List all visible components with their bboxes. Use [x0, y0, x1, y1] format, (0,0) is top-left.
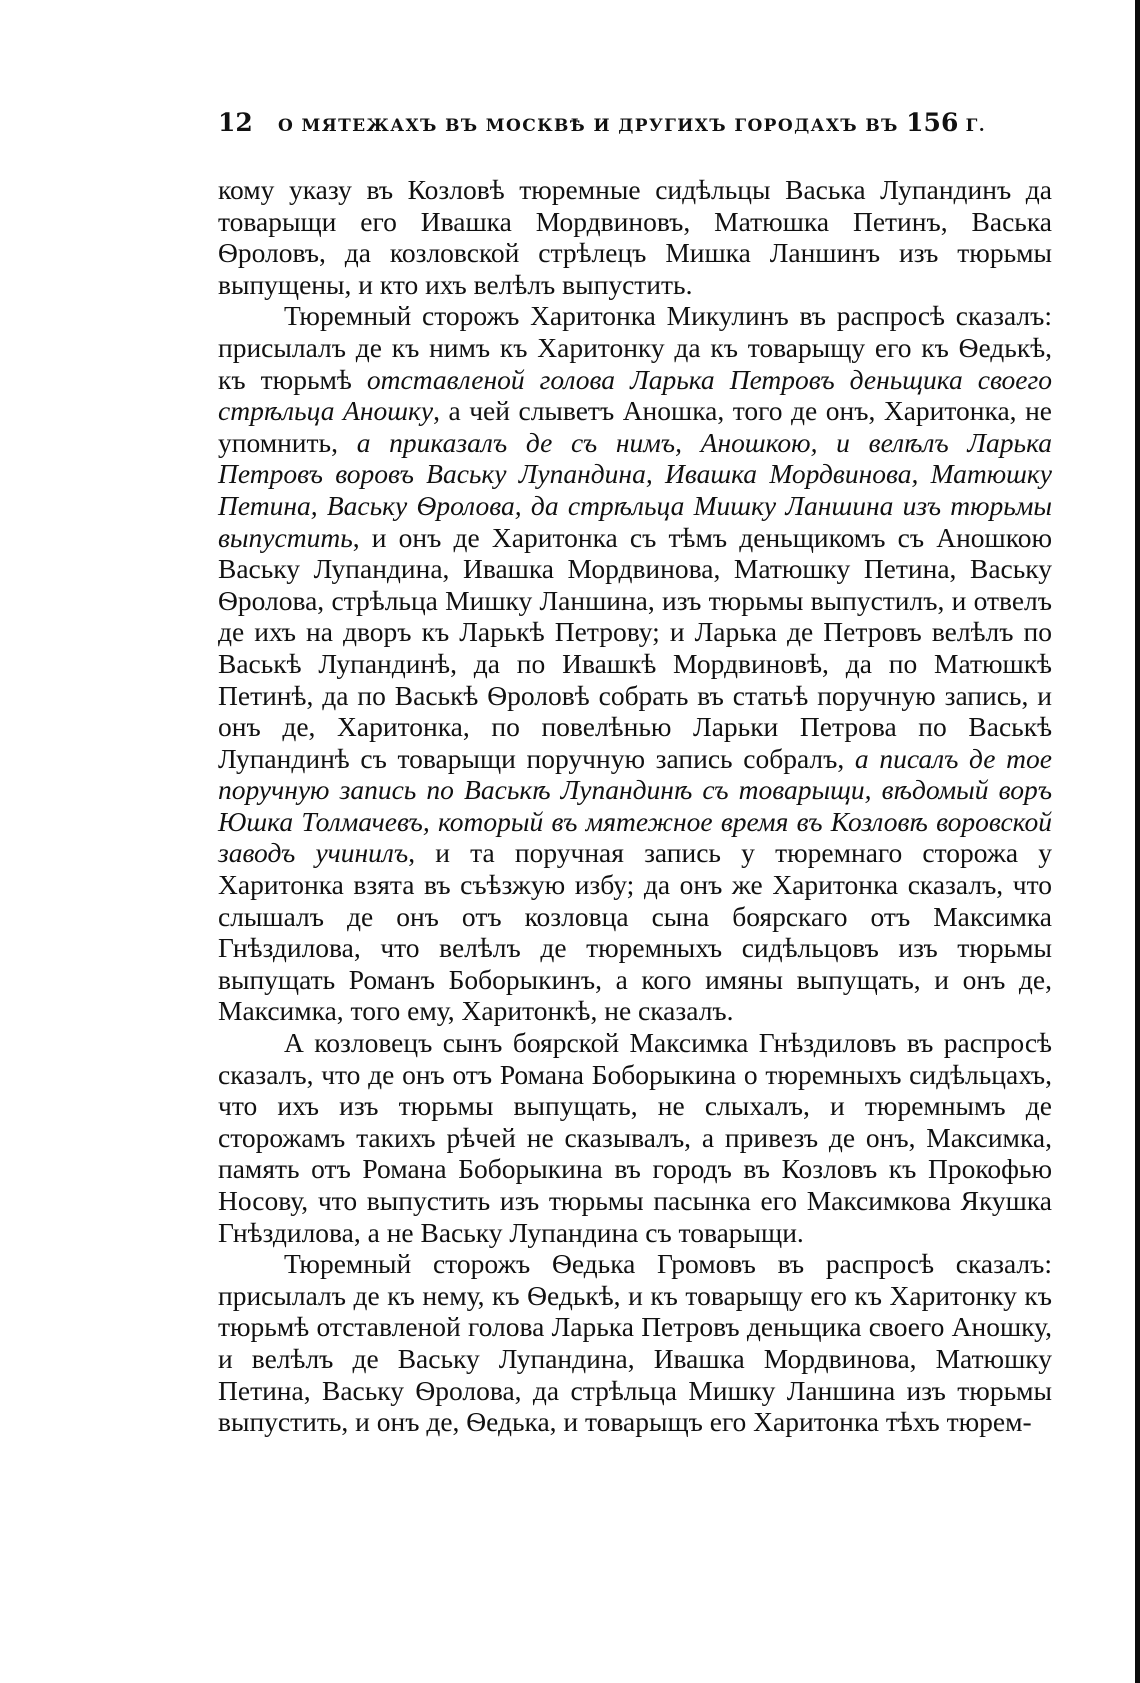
running-title: [278, 108, 986, 137]
running-header: [218, 108, 1052, 148]
page-number: 12: [218, 108, 253, 137]
text-run: Тюремный сторожъ Харитонка Микулинъ въ распросѣ сказалъ: присылалъ де къ нимъ къ Харитонку да къ товарыщу его къ Ѳедькѣ, къ тюрьмѣ: [218, 300, 1052, 395]
body-text: [218, 174, 1052, 1438]
scan-edge-line: [1135, 0, 1140, 1683]
paragraph: [218, 300, 1052, 1027]
italic-run: отставленой голова Ларька Петровъ деньщика своего стрѣльца Аношку: [218, 363, 1052, 427]
text-run: , а чей слыветъ Аношка, того де онъ, Харитонка, не упомнить,: [218, 395, 1052, 458]
paragraph: [218, 1027, 1052, 1248]
text-run: , и онъ де Харитонка съ тѣмъ деньщикомъ съ Аношкою Ваську Лупандина, Ивашка Мордвинова, Матюшку Петина, Ваську Ѳролова, стрѣльца Мишку Ланшина, изъ тюрьмы выпустилъ, и отвелъ де ихъ на дворъ къ Ларькѣ Петрову; и Ларька де Петровъ велѣлъ по Васькѣ Лупандинѣ, да по Ивашкѣ Мордвиновѣ, да по Матюшкѣ Петинѣ, да по Васькѣ Ѳроловѣ собрать въ статьѣ поручную запись, и онъ де, Харитонка, по повелѣнью Ларьки Петрова по Васькѣ Лупандинѣ съ товарыщи поручную запись собралъ,: [218, 521, 1052, 774]
italic-run: а писалъ де тое поручную запись по Васькѣ Лупандинѣ съ товарыщи, вѣдомый воръ Юшка Толмачевъ, который въ мятежное время въ Козловѣ воровской заводъ учинилъ: [218, 742, 1052, 869]
book-page: [218, 108, 1052, 1438]
running-title-text: О МЯТЕЖАХЪ ВЪ МОСКВѢ И ДРУГИХЪ ГОРОДАХЪ ВЪ: [278, 116, 907, 136]
text-run: А козловецъ сынъ боярской Максимка Гнѣздиловъ въ распросѣ сказалъ, что де онъ отъ Романа Боборыкина о тюремныхъ сидѣльцахъ, что ихъ изъ тюрьмы выпущать, не слыхалъ, и тюремнымъ де сторожамъ такихъ рѣчей не сказывалъ, а привезъ де онъ, Максимка, память отъ Романа Боборыкина въ городъ въ Козловъ къ Прокофью Носову, что выпустить изъ тюрьмы пасынка его Максимкова Якушка Гнѣздилова, а не Ваську Лупандина съ товарыщи.: [218, 1027, 1052, 1248]
running-title-year: 156: [906, 108, 959, 137]
text-run: кому указу въ Козловѣ тюремные сидѣльцы Васька Лупандинъ да товарыщи его Ивашка Мордвиновъ, Матюшка Петинъ, Васька Ѳроловъ, да козловской стрѣлецъ Мишка Ланшинъ изъ тюрьмы выпущены, и кто ихъ велѣлъ выпустить.: [218, 174, 1052, 300]
paragraph: [218, 1248, 1052, 1438]
running-title-end: Г.: [958, 116, 987, 136]
text-run: Тюремный сторожъ Ѳедька Громовъ въ распросѣ сказалъ: присылалъ де къ нему, къ Ѳедькѣ, и къ товарыщу его къ Харитонку къ тюрьмѣ отставленой голова Ларька Петровъ деньщика своего Аношку, и велѣлъ де Ваську Лупандина, Ивашка Мордвинова, Матюшку Петина, Ваську Ѳролова, да стрѣльца Мишку Ланшина изъ тюрьмы выпустить, и онъ де, Ѳедька, и товарыщъ его Харитонка тѣхъ тюрем-: [218, 1248, 1052, 1438]
italic-run: а приказалъ де съ нимъ, Аношкою, и велѣлъ Ларька Петровъ воровъ Ваську Лупандина, Ивашка Мордвинова, Матюшку Петина, Ваську Ѳролова, да стрѣльца Мишку Ланшина изъ тюрьмы выпустить: [218, 426, 1052, 553]
text-run: , и та поручная запись у тюремнаго сторожа у Харитонка взята въ съѣзжую избу; да онъ же Харитонка сказалъ, что слышалъ де онъ отъ козловца сына боярскаго отъ Максимка Гнѣздилова, что велѣлъ де тюремныхъ сидѣльцовъ изъ тюрьмы выпущать Романъ Боборыкинъ, а кого имяны выпущать, и онъ де, Максимка, того ему, Харитонкѣ, не сказалъ.: [218, 837, 1052, 1027]
paragraph: [218, 174, 1052, 300]
